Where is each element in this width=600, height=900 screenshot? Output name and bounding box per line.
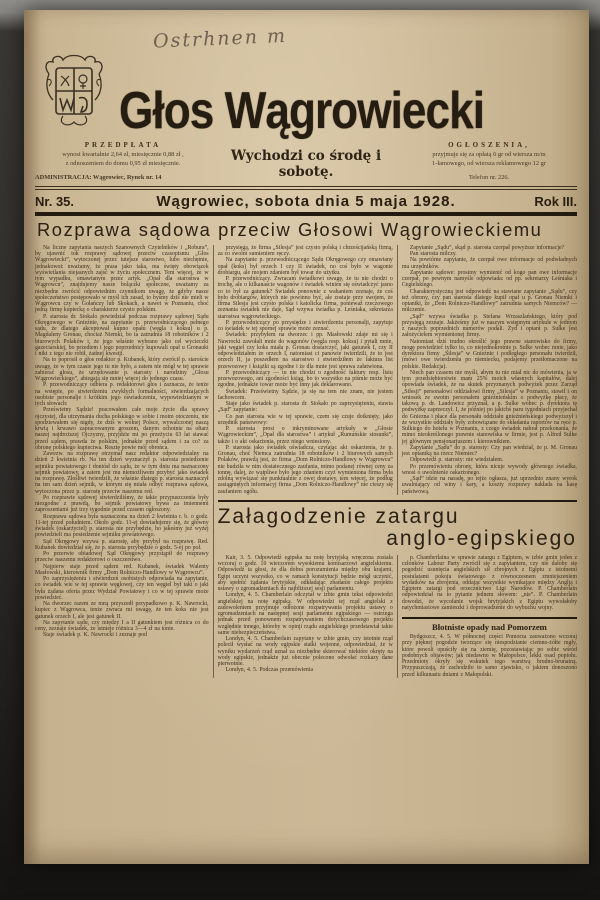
right-column-area (218, 245, 577, 678)
pomorze-article-text (402, 634, 577, 678)
administration-address: ADMINISTRACJA: Wągrowiec, Rynek nr. 14 (35, 173, 162, 181)
paragraph: P. przewodniczący — tu nie chodzi o zgodność faktury resp. listu przewozowego, ani zgodności ksiąg, bo to wszystko na piśmie może być zgodne, jednakże towar może być inny jak deklarowano. (217, 369, 393, 389)
masthead (35, 54, 577, 138)
pomorze-article (402, 617, 577, 678)
paragraph: Na dworzec razem ze mną przyszedł przypadkowo p. K. Nawrocki, kupiec z Wągrowca, tenże zwraca mi uwagę, że ten koks nie jest gatunek orzech I, ale jest gatunek II. (35, 601, 209, 620)
egypt-article-column-2 (402, 555, 577, 678)
dateline: Wągrowiec, sobota dnia 5 maja 1928. (156, 192, 456, 210)
paragraph: Po zaprzysiężeniu i stwierdzeń osobistych odpowiada na zapytanie, co świadek wie w tej sprawie węglowej, czy ten węgiel był taki o jaki była żądana oferta przez Wydział Powiatowy i co w tej sprawie może powiedzieć. (35, 576, 209, 601)
paragraph: Świadek: przybyłem na dworzec i pp. Masłowski zdaje mi się i Nawrocki zawołali mnie do wagonów (węgla resp. koksu) i pytali mnie, jaki węgiel czy koks miała p. Gronau dostarczyć, jaki gatunek I, czy II odpowiedziałem że orzech I, natomiast ci panowie twierdzili, że to jest orzech II, ja poszedłem na starostwo i stwierdziłem że faktura list przewozowy i książki są zgodne i że dla mnie jest sprawa załatwiona. (217, 332, 393, 370)
ads-line: przyjmuje się za opłatą 6 gr od wiersza m/m (432, 151, 546, 159)
ads-header: OGŁOSZENIA, (448, 141, 530, 149)
paragraph: Londyn, 4. 5. Chamberlain odczytał w izbie gmin tekst odpowiedzi angielskiej na notę egipską. W odpowiedzi tej rząd angielski z zadowoleniem przyjmuje odłożone rozpatrywania projektu ustawy o zgromadzeniach na następnej sesji parlamentu egipskiego — ostrzega jednak przed ponownem rozpatrywaniem dotychczasowego projektu względnie innego, któreby w opinji rządu angielskiego przedstawiał takie same niebezpieczeństwa. (217, 592, 393, 636)
handwritten-note: Ostrhnen m (152, 24, 288, 53)
column-divider (213, 245, 214, 678)
paragraph: P. przewodniczący odbiera p. redaktorowi głos i zaznacza, że tenże na wstępie, po stwierdzeniu zwykłych formalności, stwierdzających osobiste personalje i krótkim jego oświadczeniu, wypowiedzianym w tych słowach: (35, 382, 209, 408)
egypt-headline-line2: anglo-egipskiego (386, 526, 577, 550)
paragraph: P. starosta dr. Siokalo powiedział podczas rozprawy sądowej Sądu Okręgowego w Gnieźnie, na zapytanie p. przewodniczącego pełnego sądu, że dlatego akceptował kupno opału (węgla i koksu) u p. Magdaleny Gronau, chociaż Niemki, bo ta zatrudnia 18 robotników i 2 biurowych Polaków i, że jego właśnie wybrano jako cel wycieczki gazeciarskiej, bo przedtem i jego poprzednicy kupowali opał u Gronauki i nikt z tego nie robił, żadnej kwestji. (35, 313, 209, 358)
paragraph: Odpowiedź p. starosty: nie wiedziałem. (409, 457, 504, 464)
egypt-article-column-2-text (402, 555, 577, 611)
egypt-article-columns (218, 555, 577, 678)
paragraph: Zawezw. na rozprawę otrzymał nasz redaktor odpowiedzialny na dzień 2 kwietnia rb. Na ten dzień wyznaczył p. starosta posiedzenie sejmiku powiatowego i doniósł do sądu, że w tym dniu ma naznaczony sejmik powiatowy, a zatem jest mu niemożliwem przybyć jako świadek na rozprawę. Złośliwi twierdzili, że właśnie dlatego p. starosta naznaczył na ten sam dzień sejmik, w którym się miała odbyć rozprawa sądowa, wytoczona przez p. starostę przeciw naszemu red. (35, 451, 209, 495)
paragraph: Zapytanie „Sądu”, skąd p. starosta czerpał powyższe informacje? (409, 244, 565, 251)
column-divider (397, 555, 398, 678)
paragraph: Charakterystyczną jest odpowiedź na stawiane zapytanie „Sądu”, czy też obrony, czy pan starosta dlatego kupił opał u p. Gronau Niemki i optantki, że „Dom Rolniczo-Handlowy” zatrudnia samych Niemców? — milczenie. (401, 288, 578, 314)
ads-line: 1-łamowego, od wiersza reklamowego 12 gr (432, 160, 546, 168)
egypt-article-headline (218, 500, 577, 551)
egypt-headline-line1: Załagodzenie zatargu (217, 504, 460, 528)
paragraph: Bydgoszcz, 4. 5. W północnej części Pomorza zauważono wczoraj przy pięknej pogodzie tworzące się niespodzianie ciemno-żółte mgły, które powoli opuściły się na ziemię, pozostawiając po sobie wśród podobnych objawów; jak niedawno w Małopolsce, lekki osad popiołu. Przedmioty okryły się wskutek tego warstwą brudno-brunatną. Przypuszczają, że zachodziło to samo zjawisko, o jakiem donoszono przed kilkunastu dniami z Małopolski. (401, 634, 578, 678)
paragraph: Na zapytanie sądu, czy między I a II gatunkiem jest różnica co do ceny, zeznaje świadek, że istnieje różnica 3—4 zł na tonie. (35, 619, 209, 633)
date-row (35, 193, 577, 210)
paragraph: Zapytanie sądowe: prosimy wymienić od kogo pan owe informacje czerpał, po pewnym namyśle odpowiada: od pp. sekretarzy Leśniaka i Cegielskiego. (401, 269, 578, 289)
ads-info (401, 140, 577, 182)
newspaper-page (24, 10, 589, 864)
egypt-article-column-1 (218, 555, 393, 678)
paragraph: Natomiast dziś trudno określić jego prawne stanowisko do firmy, mogę powiedzieć tylko to, co niejednokrotnie p. Sulke wobec mnie, jako dyrektora firmy „Silesja” w Gnieźnie i podległego personału twierdził, (mówi owe twierdzenia po niemiecku, podajemy przetłomaczone na polskie. Redakcja). (401, 338, 578, 370)
paragraph: P. przewodniczący. Zwracam świadkowi uwagę, że tu nie chodzi o trochę, ale o kilkanaście wagonów i świadek winien się oświadczyć jasno co to był za gatunek? Świadek ponownie z wahaniem zeznaje, że coś było drobiargów, których nie powinno być, ale zostaje przy swojem, że firma Silesja jest czysto polska i katolicka firma, ponieważ rzeczowego zeznania świadek nie daje, Sąd wzywa świadka p. Leśniaka, sekretarza starostwa wągrowieckiego. (217, 276, 393, 320)
paragraph: Po przerwie obiadowej Sąd Okręgowy przystąpił do rozprawy przeciw naszemu redaktorowi o oszczerstwo. (35, 551, 209, 564)
paragraph: Zapytanie „Sądu” do p. starosty: Czy pan wiedział, że p. M. Gronau jest optantką na rzecz Niemiec? (401, 444, 578, 458)
paragraph: Staje świadek p. K. Nawrocki i zeznaje pod (43, 632, 148, 639)
paragraph: Na powtórne zapytanie, że czerpał owe informacje od podwładnych mu urzędników. (401, 257, 578, 270)
paragraph: Na liczne zapytania naszych Szanownych Czytelników i „Robura”, by ujawnić tok rozprawy sądowej przeciw czasopismu „Głos Wągrowiecki”, wytoczonej przez tutejsze starostwo, lubo niechętnie, jednakowoż uważamy, że prasa jako taka, ma święty obowiązek wyświetlania niejasnych zajść w życiu społecznem. Tem więcej, że w tym wypadku, omawianym przez artyk. „Opał dla starostwa w Wągrowcu”, znajdujemy nasze bolączki społeczne, uważamy za niezbędne zwrócić odpowiednim czynnikom uwagę, że gdyby nasze społeczeństwo postępowało w myśl ich zasad, to byśmy dziś nie mieli w Wągrowcu czy w Gołańczy lub Skokach, a nawet w Poznaniu, choć jedną firmę kupiecką o charakterze czysto polskim. (35, 244, 209, 314)
paragraph: Po przemówieniu obrony, która nicuje wywody głównego świadka, wnosi o uwolnienie oskarżonego. (401, 463, 578, 476)
court-article-column-1 (35, 245, 209, 678)
paragraph: P. starosta prosi o inkryminowane artykuły w „Głosie Wągrowieckim”, „Opał dla starostwa” i artykuł „Rumuńskie stosunki”, także i o akt oskarżenia, przez niego wniesiony. (217, 426, 393, 445)
court-article-headline: Rozprawa sądowa przeciw Głosowi Wągrowieckiemu (37, 218, 543, 240)
paragraph: Świadek: Prześwietny Sądzie, ja się na tem nie znam, nie jestem fachowcem. (217, 388, 393, 401)
paragraph: Na to poprosił o głos redaktor p. Kubanek, który zwrócił p. staroście uwagę, że w tym czasie jego tu nie było, a zatem nie mógł w tej sprawie zabierać głosu, że urzędowanie p. starosty i narodziny „Głosu Wągrowieckiego”, abiegają się mniej więcej do jednego czasu. (35, 357, 209, 383)
subscription-info (35, 140, 211, 182)
paragraph: Prześwietny Sądzie! pracowałem całe moje życie dla sprawy ojczystej, dla utrzymania ducha polskiego w sobie i moim otoczeniu, nie spodziewałem się nigdy, że dziś w wolnej Polsce, wywalczonej naszą krwią i krwawo zapracowanym groszem, danym ochotnie na ołtarz naszej najdroższej Ojczyzny, przyjdzie mi po przeżyciu 63 lat stawać przed sądem, prawda że polskim, jednakże przed sądem i za co? za obronę polskiego kupiectwa. Resztę powie mój obrońca. (35, 407, 209, 451)
article-columns (35, 245, 577, 678)
paragraph: Sąd Okręgowy wzywa p. starostę, aby przybył na rozprawę. Red. Kubanek dowiedział się, że p. starosta przybędzie o godz. 5-ej po poł. (35, 538, 209, 551)
court-article-column-3 (402, 245, 577, 495)
paragraph: Na zapytanie p. przewodniczącego Sądu Okręgowego czy omawiany opał (koks) był orzech I czy II świadek, no coś było w wagonie drobiargu, ale mojem zdaniem był towar do użytku. (217, 257, 393, 276)
paragraph: p. Chamberlaina w sprawie zatargu z Egiptem, w izbie gmin jeden z członków Labour Party zwrócił się z zapytaniem, czy nie dałoby się pogodzić usunięcia angielskich sił zbrojnych z Egiptu z istotnemi postulatami pokoju światowego z równoczesnem zmniejszeniem wydatków na zbrojenia, oddając wszystkie wynikające między Anglją i Egiptem zatargi pod orzecznictwo Ligi Narodów. P. Chamberlain odpowiedział na to pytanie jednem słowem: „nie”. P. Chamberlain dowodzi, że wycofanie wojsk brytyjskich z Egiptu wywołałoby natychmiastowe zamieszki i doprowadzenie do wybuchu wojny. (401, 554, 578, 611)
court-article-right-columns (218, 245, 577, 495)
paragraph: Co pan starosta wie w tej sprawie, czem się czuje dotknięty, jako urzędnik państwowy: (217, 413, 393, 426)
publication-schedule: Wychodzi co środę i sobotę. (230, 147, 382, 180)
volume-number: Rok III. (534, 193, 577, 209)
masthead-info-row (35, 140, 577, 182)
issue-number: Nr. 35. (35, 193, 75, 209)
paragraph: Staje jako świadek p. starosta dr. Siokało po zaprzysiężeniu, stawia „Sąd” zapytanie: (217, 401, 393, 414)
thick-rule (35, 212, 577, 216)
paragraph: Niech pan czasem nie myśli, abym tu nie miał nic do mówienia, ja w tym przedsiębiorstwie mam 25% moich własnych kapitałów, dalej opowiada świadek, że na skutek przyznanych podwyżek przez Zarząd „Silesji” personałowi oddziałowi firmy „Silesja” w Poznaniu, stawił i on wniosek ze swoim personałem gnieźnieńskim o podwyżkę płacy, że takową p. dr. Laudowicz przyznał, a p. Sulke wobec p. dyrektora tę podwyżkę zaprzeczył. I, że później po jakichś paru tygodniach przyjechał do Gniezna i płace dla personału oddziału gnieźnieńskiego podwyższył i że wszystkie oddziały były zobowiązane do składania raportów na ręce p. Sulkiego do hotelu w Poznaniu, z czego świadek nabrał przekonania, że mimo nieokreślonego prawnie stanowiska w firmie, jest p. Alfred Sulke jej głównym pensjonarjuszem i kierownikiem. (401, 369, 578, 445)
subscription-line: wynosi kwartalnie 2,64 zł, miesięcznie 0,88 zł , (62, 151, 184, 159)
paragraph: Po rozprawie sądowej stwierdziliśmy, że takie przypuszczenia były niezgodne z prawdą, bo sejmik powiatowy bywa za imiennemi zaproszeniami już trzy tygodnie przed czasem ogłoszony. (35, 494, 209, 514)
subscription-header: PRZEDPŁATA (84, 141, 162, 149)
paragraph: Pan starosta milczy. (409, 251, 457, 258)
column-divider (397, 245, 398, 495)
telephone-number: Telefon nr. 226. (468, 173, 510, 181)
paragraph: „Sąd” idzie na naradę, po tejże ogłasza, już uprzednio znany wyrok uwalniający od winy i kary, a koszty rozprawy nakłada na kasę państwową. (401, 476, 578, 495)
paragraph: „Sąd” wzywa świadka p. Stefana Wrzaszlańskiego, który pod przysięgą zeznaje. Jakżeśmy już w naszym wstępnym artykule w jednym z naszych poprzednich numerów podali. Żyd i optant p. Sulke jest założycielem wymienionej firmy. (401, 313, 578, 339)
paragraph: Londyn, 4. 5. Chamberlain zapytany w izbie gmin, czy istotnie rząd polecił wysłać na wody egipskie statki wojenne, odpowiedział, że w wyniku wydarzeń rząd uznał za niezbędne skierować niektóre okręty na wody egipskie, jednakże już obecnie polecono odwołać rozkazy dane pierwotnie. (217, 636, 393, 668)
subscription-line: z odnoszeniem do domu 0,95 zł miesięcznie. (65, 160, 181, 168)
paragraph: Londyn, 4. 5. Podczas przemówienia (225, 667, 314, 674)
newspaper-title: Głos Wągrowiecki (119, 80, 485, 140)
court-article-column-2 (218, 245, 393, 495)
double-rule (35, 186, 577, 190)
paragraph: Kair, 3. 5. Odpowiedź egipska na notę brytyjską wręczona została wczoraj o godz. 10 wieczorem wysokiemu komisarzowi angielskiemu. Odpowiedź ta głosi, że dla dobra porozumienia między obu krajami, Egipt uczyni wszystko, co w ramach konstytucji będzie mógł uczynić, aby spełnić żądania brytyjskie, odkładając zbadanie całego projektu ustawy o zgromadzeniach do najbliższej sesji parlamentu. (217, 554, 393, 593)
paragraph: przysięgą, że firma „Silesja” jest czysto polską i chrześcijańską firmą, za co swoim sumieniem ręczy. (217, 244, 393, 258)
paragraph: P. przewodniczący po przysiędze i stwierdzeniu personalji, zapytuje co świadek w tej spornej sprawie może zeznać. (217, 319, 393, 333)
paragraph: Najpierw staje przed sądem red. Kubanek, świadek Walenty Masłowski, kierownik firmy „Dom Rolniczo-Handlowy w Wągrowcu”. (35, 563, 209, 576)
paragraph: Rozprawa sądowa była naznaczona na dzień 2 kwietnia r. b. o godz. 11-tej przed południem. Około godz. 11-ej dowiadujemy się, że główny świadek (oskarżyciel) p. starosta nie przybędzie, bo jakeśmy już wyżej powiedzieli ma posiedzenie sejmiku powiatowego. (35, 513, 209, 539)
pomorze-article-headline: Błotniste opady nad Pomorzem (432, 622, 547, 633)
paragraph: P. starosta jako świadek oświadcza, czytając akt oskarżenia, że p. Gronau, choć Niemca zatrudnia 18 robotników i 2 biurowych samych Polaków, prawdą jest, że firma „Dom Rolniczo-Handlowy w Wągrowcu” nie budziła w nim dostatecznego zaufania, mimo podanej równej ceny za tonnę, dalej, że wątpliwe było jego zdaniem czyż wymieniona firma była zdolną wywiązać się punktualnie z owej dostawy, tem więcej, że podług zasiągniętych informacyj firma „Dom Rolniczo-Handlowy” nie cieszy się zaufaniem ogółu. (217, 444, 393, 495)
